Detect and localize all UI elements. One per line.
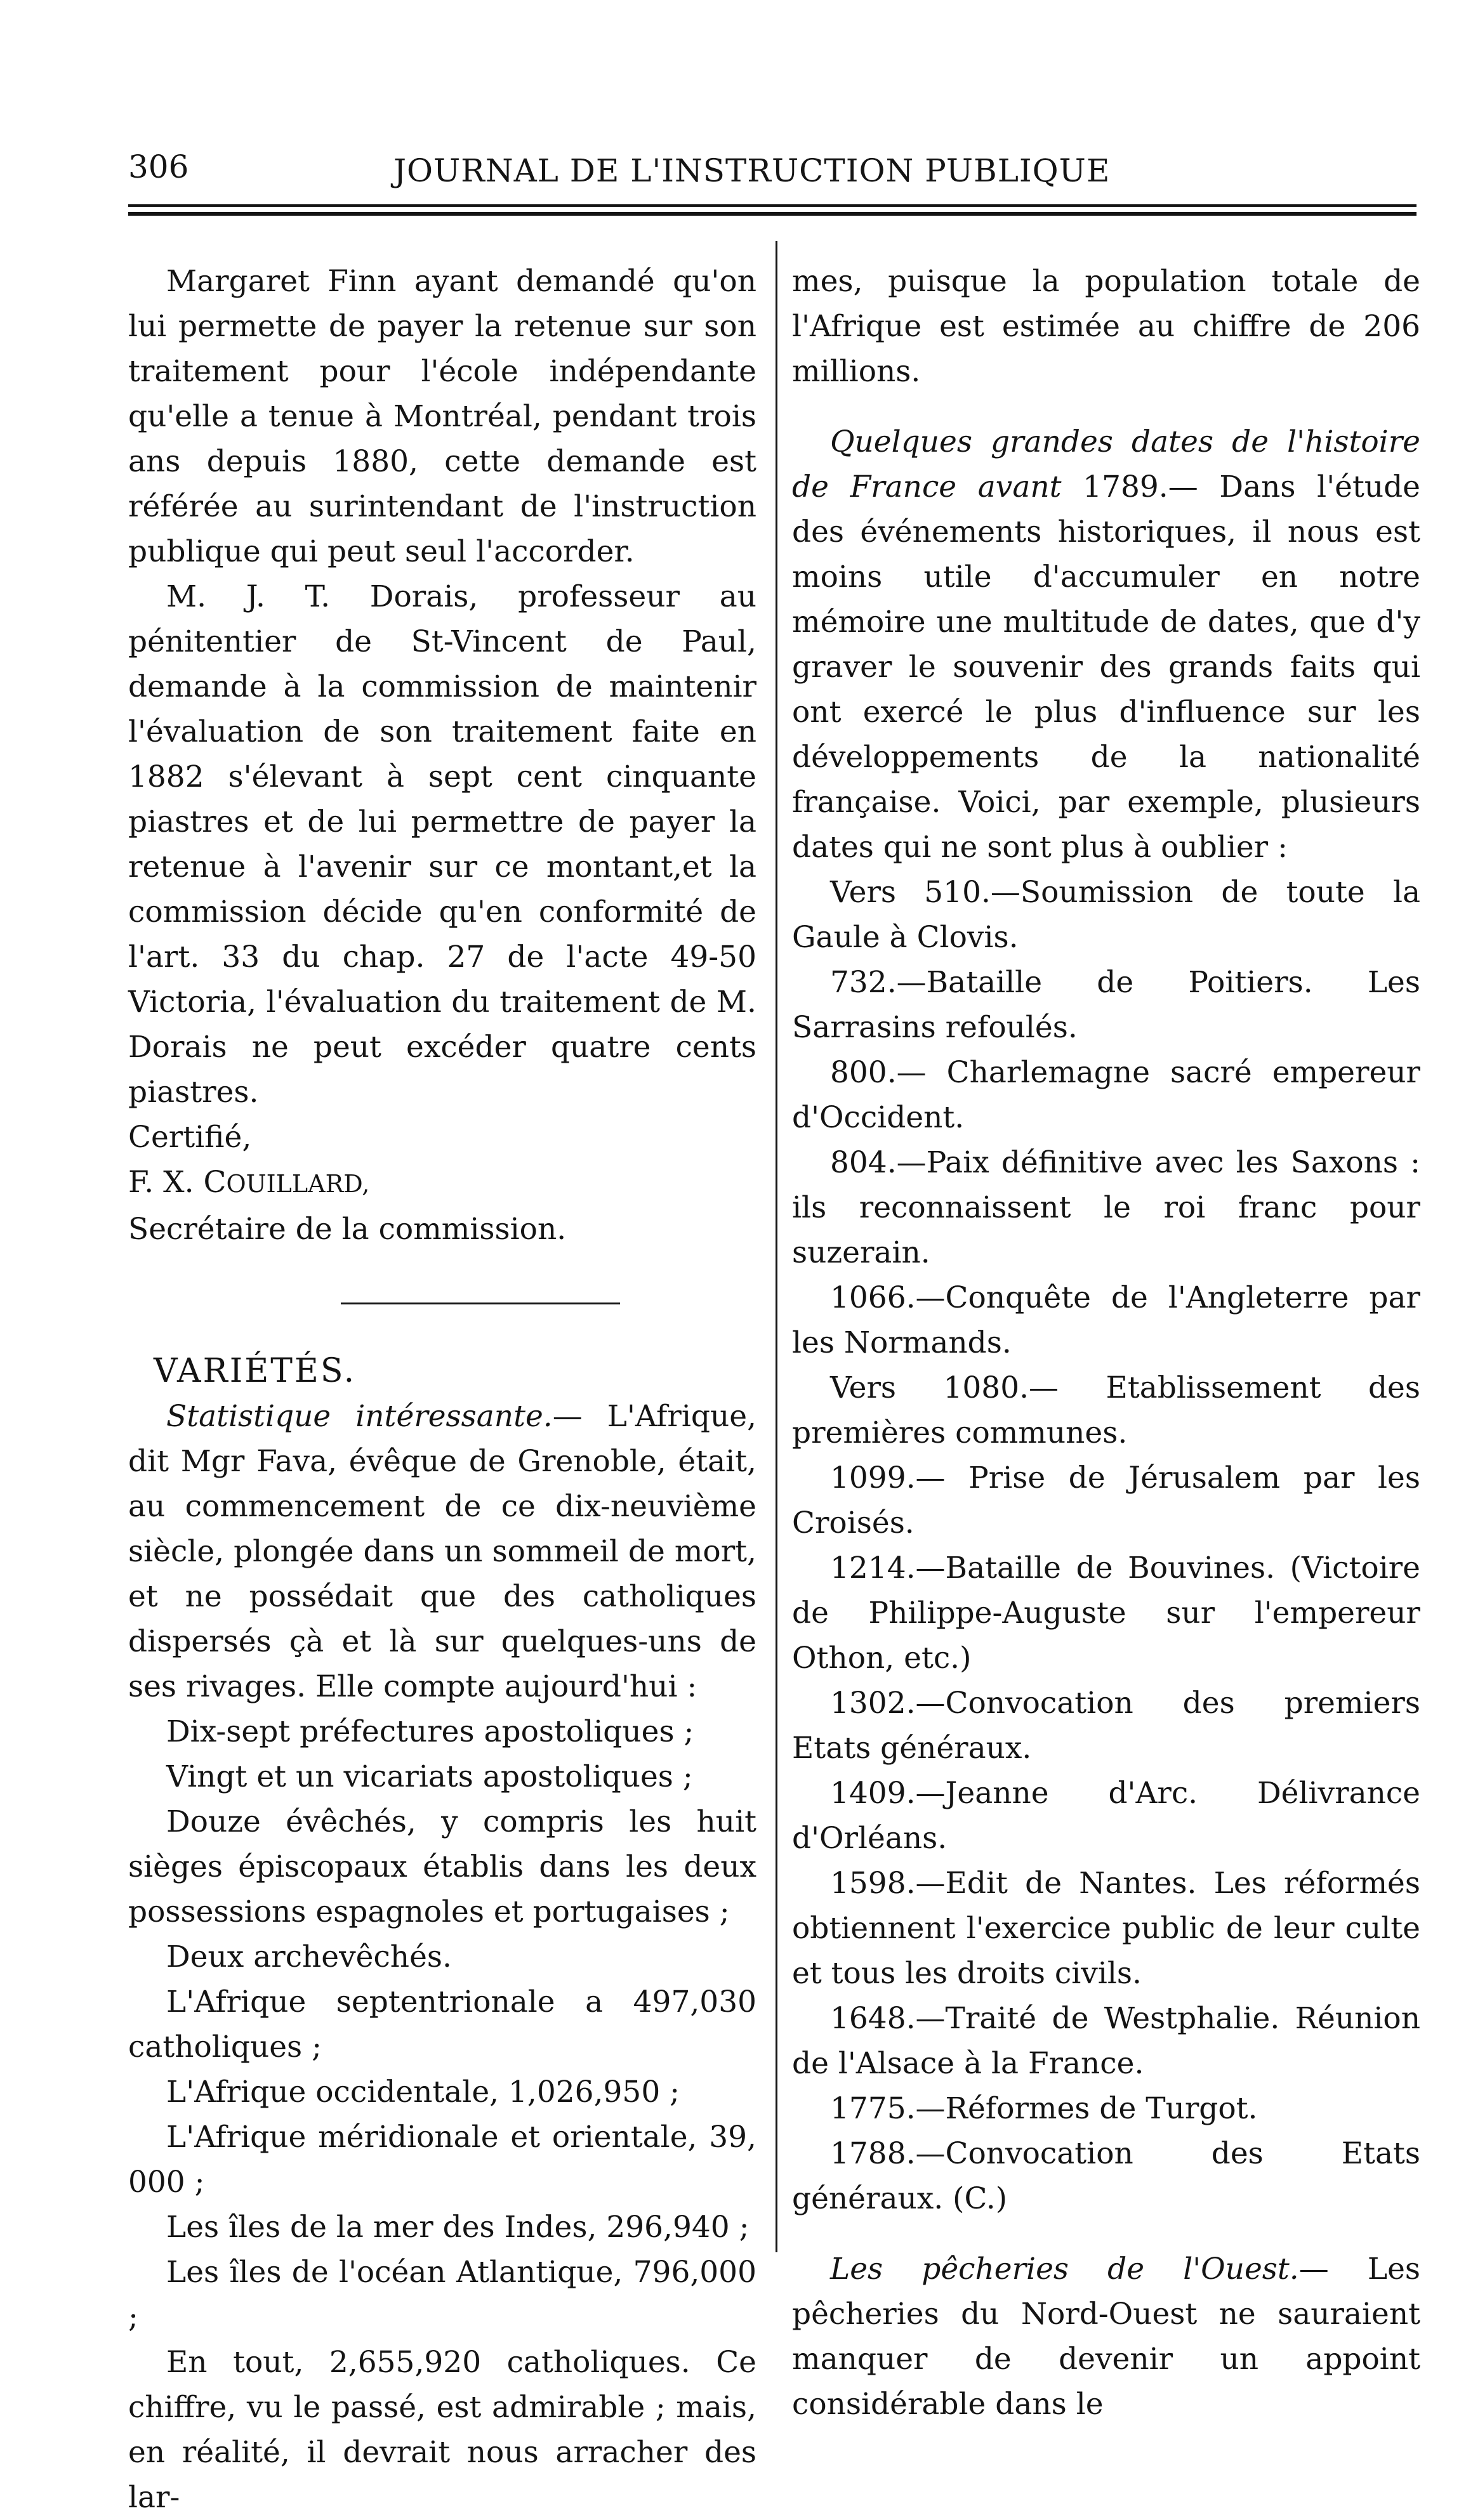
dates-paragraph [792, 419, 1420, 870]
signature-certified: Certifié, [128, 1120, 252, 1155]
fisheries-text: — Les pêcheries du Nord-Ouest ne sauraient manquer de devenir un appoint considérable dans le [792, 2252, 1420, 2422]
statistics-title: Statistique intéressante. [166, 1399, 553, 1434]
paragraph-dorais: M. J. T. Dorais, professeur au pénitentier de St-Vincent de Paul, demande à la commission de maintenir l'évaluation de son traitement faite en 1882 s'élevant à sept cent cinquante piastres et de lui permettre de payer la retenue à l'avenir sur ce montant,et la commission décide qu'en conformité de l'art. 33 du chap. 27 de l'acte 49-50 Victoria, l'évaluation du traitement de M. Dorais ne peut excéder quatre cents piastres. [128, 579, 756, 1110]
page-number: 306 [128, 148, 189, 185]
stat-line: En tout, 2,655,920 catholiques. Ce chiffre, vu le passé, est admirable ; mais, en réalité, il devrait nous arracher des lar- [128, 2345, 756, 2515]
stat-line: Douze évêchés, y compris les huit sièges épiscopaux établis dans les deux possessions espagnoles et portugaises ; [128, 1804, 756, 1929]
fisheries-title: Les pêcheries de l'Ouest. [830, 2252, 1299, 2287]
signature-name-rest: OUILLARD, [226, 1170, 370, 1198]
stat-line: Vingt et un vicariats apostoliques ; [166, 1759, 693, 1794]
paragraph-finn: Margaret Finn ayant demandé qu'on lui permette de payer la retenue sur son traitement pour l'école indépendante qu'elle a tenue à Montréal, pendant trois ans depuis 1880, cette demande est référée au surintendant de l'instruction publique qui peut seul l'accorder. [128, 264, 756, 569]
section-separator [341, 1303, 620, 1304]
date-entry: 1066.—Conquête de l'Angleterre par les Normands. [792, 1280, 1420, 1360]
spacer [792, 2221, 1420, 2247]
section-heading: VARIÉTÉS. [154, 1352, 357, 1390]
stat-line: L'Afrique occidentale, 1,026,950 ; [166, 2075, 680, 2110]
fisheries-paragraph [792, 2247, 1420, 2427]
date-entry: 1409.—Jeanne d'Arc. Délivrance d'Orléans. [792, 1776, 1420, 1856]
signature-name-initials: F. X. C [128, 1165, 227, 1200]
stat-line: Dix-sept préfectures apostoliques ; [166, 1714, 694, 1749]
signature-role: Secrétaire de la commission. [128, 1212, 567, 1247]
running-title: JOURNAL DE L'INSTRUCTION PUBLIQUE [393, 152, 1111, 189]
date-entry: 1214.—Bataille de Bouvines. (Victoire de Philippe-Auguste sur l'empereur Othon, etc.) [792, 1551, 1420, 1676]
date-entry: 1648.—Traité de Westphalie. Réunion de l'Alsace à la France. [792, 2001, 1420, 2081]
stat-line: Deux archevêchés. [166, 1939, 452, 1974]
date-entry: 732.—Bataille de Poitiers. Les Sarrasins refoulés. [792, 965, 1420, 1045]
date-entry: Vers 510.—Soumission de toute la Gaule à Clovis. [792, 875, 1420, 955]
date-entry: 804.—Paix définitive avec les Saxons : ils reconnaissent le roi franc pour suzerain. [792, 1145, 1420, 1270]
statistics-intro: — L'Afrique, dit Mgr Fava, évêque de Grenoble, était, au commencement de ce dix-neuvième siècle, plongée dans un sommeil de mort, et ne possédait que des catholiques dispersés çà et là sur quelques-uns de ses rivages. Elle compte aujourd'hui : [128, 1399, 756, 1704]
date-entry: 800.— Charlemagne sacré empereur d'Occident. [792, 1055, 1420, 1135]
stat-line: L'Afrique méridionale et orientale, 39, 000 ; [128, 2120, 756, 2200]
continuation-paragraph: mes, puisque la population totale de l'Afrique est estimée au chiffre de 206 millions. [792, 264, 1420, 389]
date-entry: 1775.—Réformes de Turgot. [830, 2091, 1258, 2126]
date-entry: 1788.—Convocation des Etats généraux. (C.) [792, 2136, 1420, 2216]
header-rule-thin [128, 204, 1416, 207]
spacer [792, 394, 1420, 419]
stat-line: Les îles de l'océan Atlantique, 796,000 ; [128, 2255, 756, 2335]
right-column [792, 259, 1420, 2427]
statistics-paragraph [128, 1394, 756, 1709]
date-entry: 1598.—Edit de Nantes. Les réformés obtiennent l'exercice public de leur culte et tous les droits civils. [792, 1866, 1420, 1991]
signature-name [128, 1160, 756, 1207]
column-divider [776, 241, 777, 2252]
left-column [128, 259, 756, 2520]
header-rule-thick [128, 212, 1416, 216]
date-entry: 1302.—Convocation des premiers Etats généraux. [792, 1686, 1420, 1766]
stat-line: Les îles de la mer des Indes, 296,940 ; [166, 2210, 750, 2245]
date-entry: Vers 1080.— Etablissement des premières communes. [792, 1370, 1420, 1450]
date-entry: 1099.— Prise de Jérusalem par les Croisés. [792, 1460, 1420, 1540]
dates-intro: 1789.— Dans l'étude des événements historiques, il nous est moins utile d'accumuler en notre mémoire une multitude de dates, que d'y graver le souvenir des grands faits qui ont exercé le plus d'influence sur les développements de la nationalité française. Voici, par exemple, plusieurs dates qui ne sont plus à oublier : [792, 469, 1420, 865]
stat-line: L'Afrique septentrionale a 497,030 catholiques ; [128, 1985, 756, 2064]
dates-title: Quelques grandes dates de l'histoire de France avant [792, 424, 1420, 504]
